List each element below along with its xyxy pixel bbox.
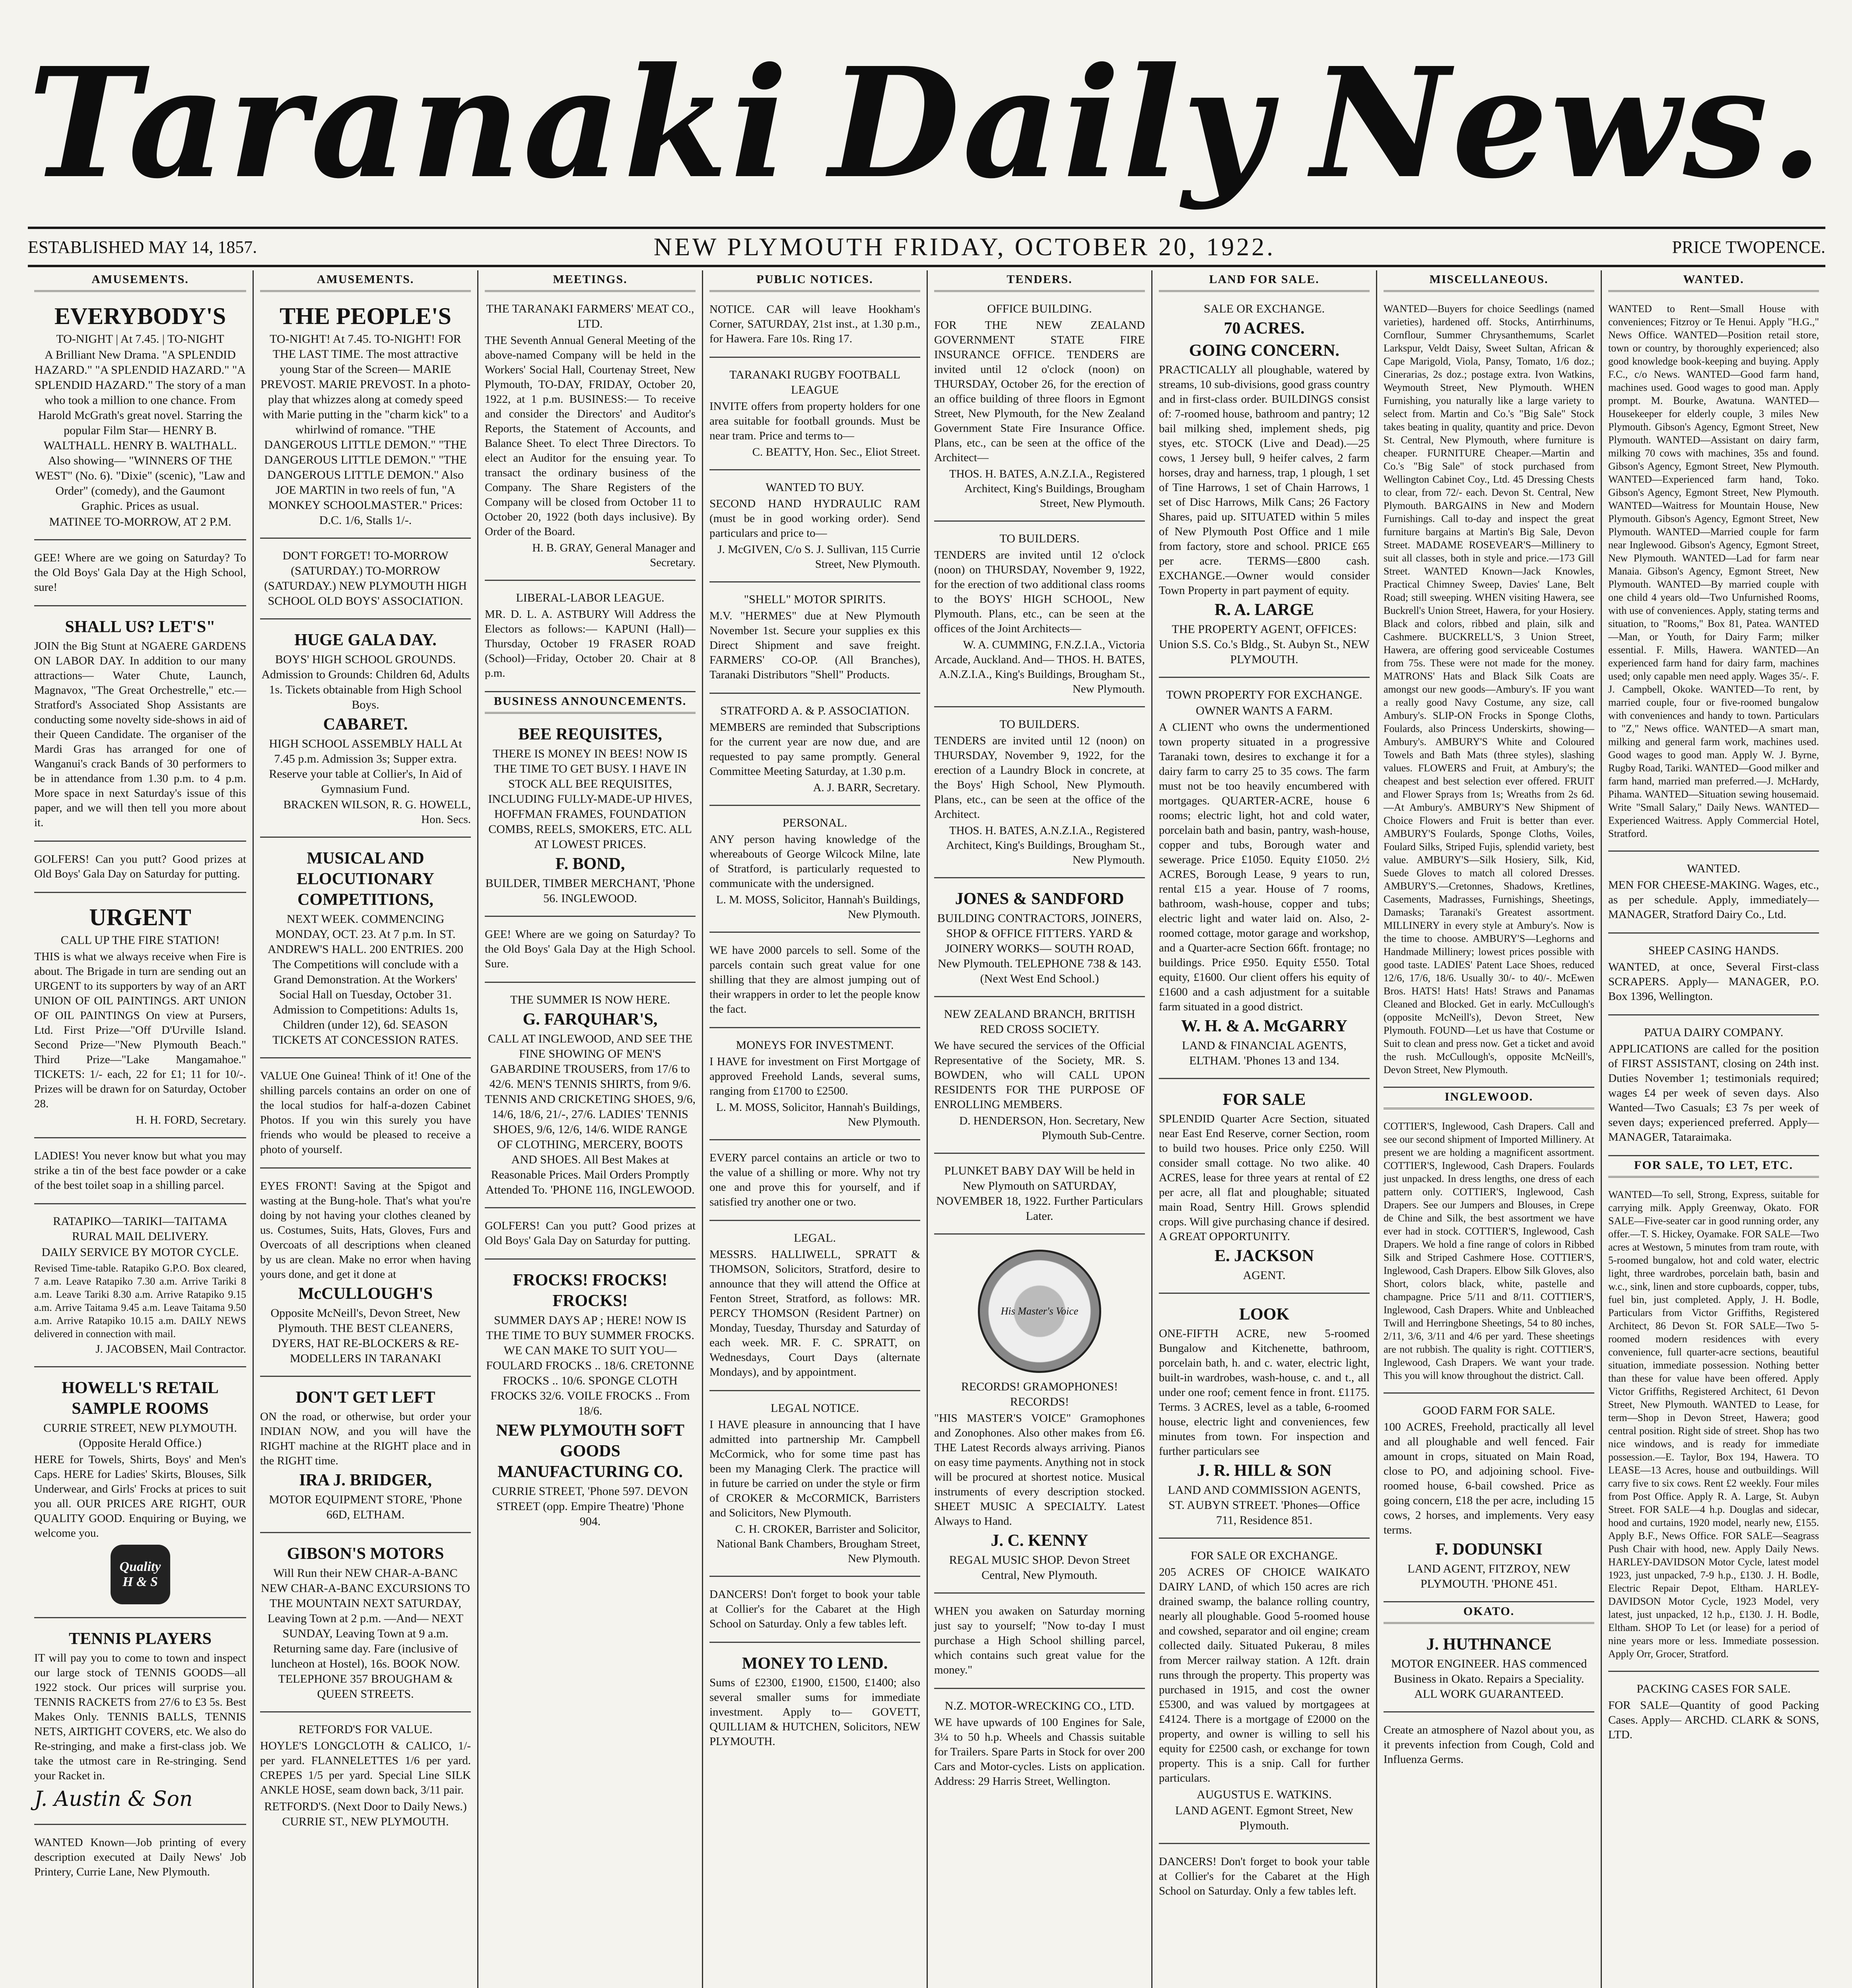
ad-body: MEN FOR CHEESE-MAKING. Wages, etc., as per schedule. Apply, immediately— MANAGER, Stratford Dairy Co., Ltd.	[1608, 879, 1819, 921]
ad-title: TOWN PROPERTY FOR EXCHANGE.	[1166, 688, 1362, 701]
column-amusements-2	[253, 270, 477, 1988]
ad-signature: C. H. CROKER, Barrister and Solicitor, National Bank Chambers, Brougham Street, New Plymouth.	[716, 1523, 920, 1565]
ad-title: LEGAL.	[794, 1231, 836, 1244]
ad-body: FOR SALE—Quantity of good Packing Cases. Apply— ARCHD. CLARK & SONS, LTD.	[1608, 1699, 1819, 1741]
ad-builders-1	[934, 522, 1145, 707]
ad-gee	[34, 540, 246, 606]
ad-title: JONES & SANDFORD	[955, 890, 1124, 908]
ad-packing-cases	[1608, 1672, 1819, 1753]
ad-farquhar	[485, 983, 696, 1208]
ad-gala-day	[260, 619, 471, 838]
ad-address: Opposite McNeill's, Devon Street, New Plymouth. THE BEST CLEANERS, DYERS, HAT RE-BLOCKERS & RE-MODELLERS IN TARANAKI	[270, 1307, 461, 1365]
ad-body: WANTED to Rent—Small House with conveniences; Fitzroy or Te Henui. Apply "H.G.," News Office. WANTED—Position retail store, town or country, by thoroughly experienced; also good knowledge book-keeping and buying. Apply F.C., c/o News. WANTED—Good farm hand, machines used. Good wages to good man. Apply prompt. M. Bourke, Awatuna. WANTED—Housekeeper for elderly couple, 3 miles New Plymouth. Gibson's Agency, Egmont Street, New Plymouth. WANTED—Assistant on dairy farm, milking 70 cows with machines, 35s and found. Gibson's Agency, Egmont Street, New Plymouth. WANTED—Experienced farm hand, Toko. Gibson's Agency, Egmont Street, New Plymouth. WANTED—Waitress for Mountain House, New Plymouth. Gibson's Agency, Egmont Street, New Plymouth. WANTED—Married couple for farm near Inglewood. Gibson's Agency, Egmont Street, New Plymouth. WANTED—Lad for farm near Manaia. Gibson's Agency, Egmont Street, New Plymouth. WANTED—By married couple with one child 4 years old—Two Unfurnished Rooms, with use of conveniences. Apply, stating terms and situation, to "Rooms," Box 81, Patea. WANTED—Man, or Youth, for Dairy Farm; milker essential. F. Mills, Hawera. WANTED—An experienced farm hand for dairy farm, machines used; only capable men need apply. Wages 35/-. F. J. Campbell, Okoke. WANTED—To rent, by married couple, four or five-roomed bungalow with conveniences and handy to town. Particulars to "Z," News office. WANTED—A smart man, milking and general farm work, machines used. Good wages to good man. Apply W. J. Byrne, Rugby Road, Tariki. WANTED—Good milker and farm hand, married man preferred.—J. McHardy, Pihama. WANTED—Situation sewing housemaid. Write "Small Salary," Daily News. WANTED—Experienced Waitress. Apply Commercial Hotel, Stratford.	[1608, 303, 1819, 839]
ad-urgent	[34, 893, 246, 1138]
ad-concern: GOING CONCERN.	[1189, 342, 1340, 360]
ad-everybodys	[34, 292, 246, 540]
ad-signature: J. McGIVEN, C/o S. J. Sullivan, 115 Currie Street, New Plymouth.	[717, 543, 920, 571]
ad-body: EVERY parcel contains an article or two to the value of a shilling or more. Why not try one and prove this for yourself, and if satisfied try another one or two.	[709, 1151, 920, 1208]
ad-signature: THOS. H. BATES, A.N.Z.I.A., Registered Architect, King's Buildings, Brougham St., New Plymouth.	[946, 824, 1145, 866]
ad-body: GEE! Where are we going on Saturday? To the Old Boys' Gala Day at the High School, sure!	[34, 551, 246, 594]
column-wanted	[1601, 270, 1825, 1988]
ad-agent-body: THE PROPERTY AGENT, OFFICES: Union S.S. Co.'s Bldg., St. Aubyn St., NEW PLYMOUTH.	[1159, 623, 1370, 666]
ad-tennis	[34, 1618, 246, 1825]
ad-signature: A. J. BARR, Secretary.	[813, 781, 920, 794]
ad-title: FOR SALE OR EXCHANGE.	[1190, 1549, 1338, 1562]
ad-body: MESSRS. HALLIWELL, SPRATT & THOMSON, Solicitors, Stratford, desire to announce that they will attend the Office at Fenton Street, Stratford, as follows: MR. PERCY THOMSON (Resident Partner) on Monday, Tuesday, Thursday and Saturday of each week. MR. F. C. SPRATT, on Wednesdays, Court Days (alternate Mondays), and by appointment.	[709, 1248, 920, 1378]
ad-title: WANTED.	[1687, 862, 1741, 875]
ad-title: GOOD FARM FOR SALE.	[1423, 1404, 1555, 1417]
ad-nazol	[1384, 1712, 1594, 1777]
ad-signature: BRACKEN WILSON, R. G. HOWELL, Hon. Secs.	[283, 798, 471, 826]
ad-signature: L. M. MOSS, Solicitor, Hannah's Buildings, New Plymouth.	[716, 893, 920, 921]
ad-address: CURRIE STREET, NEW PLYMOUTH. (Opposite Herald Office.)	[43, 1421, 237, 1450]
ad-agent-body: LAND AGENT, FITZROY, NEW PLYMOUTH. 'PHONE 451.	[1407, 1562, 1570, 1590]
ad-body: ONE-FIFTH ACRE, new 5-roomed Bungalow and Kitchenette, bathroom, porcelain bath, h. and c. water, electric light, built-in wardrobes, wash-house, c. and t., all under one roof; cement fence in front. £1175. Terms. 3 ACRES, level as a table, 6-roomed house, electric light and conveniences, few minutes from town. For inspection and further particulars see	[1159, 1327, 1370, 1458]
ad-value	[260, 1058, 471, 1169]
ad-address: CURRIE STREET, 'Phone 597. DEVON STREET (opp. Empire Theatre) 'Phone 904.	[492, 1485, 688, 1528]
ad-lead: THE SUMMER IS NOW HERE.	[510, 993, 670, 1006]
ad-for-sale-smalls	[1608, 1178, 1819, 1672]
ad-title: RECORDS! GRAMOPHONES! RECORDS!	[961, 1380, 1118, 1408]
ad-frocks	[485, 1260, 696, 1539]
ad-title: N.Z. MOTOR-WRECKING CO., LTD.	[944, 1699, 1135, 1712]
ad-title: MUSICAL AND ELOCUTIONARY COMPETITIONS,	[296, 849, 435, 909]
ad-bond: F. BOND,	[555, 855, 625, 873]
ad-body: PRACTICALLY all ploughable, watered by streams, 10 sub-divisions, good grass country and in first-class order. BUILDINGS consist of: 7-roomed house, bathroom and pantry; 12 bail milking shed, implement sheds, pig styes, etc. STOCK (Live and Dead).—25 cows, 1 Jersey bull, 9 heifer calves, 2 farm horses, dray and harness, trap, 1 plough, 1 set of Tine Harrows, 1 set of Chain Harrows, 1 set of Disc Harrows, Milk Cans; 26 Factory Shares, paid up. SITUATED within 5 miles of New Plymouth Post Office and 1 mile from factory, store and school. PRICE £65 per acre. TERMS—£800 cash. EXCHANGE.—Owner would consider Town Property in part payment of equity.	[1159, 363, 1370, 597]
ad-for-sale	[1159, 1079, 1370, 1294]
ad-body: NOTICE. CAR will leave Hookham's Corner, SATURDAY, 21st inst., at 1.30 p.m., for Hawera. Fare 10s. Ring 17.	[709, 303, 920, 345]
dateline	[28, 227, 1825, 267]
ad-personal	[709, 806, 920, 933]
ad-body: FOR THE NEW ZEALAND GOVERNMENT STATE FIRE INSURANCE OFFICE. TENDERS are invited until 12 o'clock (noon) on THURSDAY, October 26, for the erection of an office building of three floors in Egmont Street, New Plymouth, for the New Zealand Government State Fire Insurance Office. Plans, etc., can be seen at the office of the Architect—	[934, 319, 1145, 464]
section-header: INGLEWOOD.	[1384, 1088, 1594, 1109]
section-header: BUSINESS ANNOUNCEMENTS.	[485, 692, 696, 714]
ad-rugby	[709, 358, 920, 470]
ad-golfers	[34, 842, 246, 893]
ad-shell	[709, 582, 920, 694]
ad-agent: W. H. & A. McGARRY	[1181, 1017, 1348, 1035]
column-header: AMUSEMENTS.	[34, 270, 246, 292]
ad-body: Will Run their NEW CHAR-A-BANC NEW CHAR-A-BANC EXCURSIONS TO THE MOUNTAIN NEXT SATURDAY, Leaving Town at 2 p.m. —And— NEXT SUNDAY, Leaving Town at 9 a.m. Returning same day. Fare (inclusive of luncheon at Hostel), 16s. BOOK NOW. TELEPHONE 357 BROUGHAM & QUEEN STREETS.	[261, 1567, 470, 1701]
handwritten-signature: J. Austin & Son	[34, 1787, 193, 1811]
ad-builders-2	[934, 707, 1145, 878]
ad-title: BEE REQUISITES,	[518, 725, 662, 744]
ad-matinee: MATINEE TO-MORROW, AT 2 P.M.	[49, 515, 231, 528]
ad-signature: H. H. FORD, Secretary.	[136, 1114, 246, 1126]
ad-body: NEXT WEEK. COMMENCING MONDAY, OCT. 23. At 7 p.m. In ST. ANDREW'S HALL. 200 ENTRIES. 200 The Competitions will conclude with a Grand Demonstration. At the Workers' Social Hall on Tuesday, October 31. Admission to Competitions: Adults 1s, Children (under 12), 6d. SEASON TICKETS AT CONCESSION RATES.	[267, 912, 464, 1046]
ad-body: PLUNKET BABY DAY Will be held in New Plymouth on SATURDAY, NOVEMBER 18, 1922. Further Particulars Later.	[936, 1164, 1143, 1223]
ad-title: DON'T GET LEFT	[295, 1388, 435, 1407]
ad-body: COTTIER'S, Inglewood, Cash Drapers. Call and see our second shipment of Imported Millinery. At present we are holding a magnificent assortment. COTTIER'S, Inglewood, Cash Drapers. Foulards just unpacked. In dress lengths, one dress of each pattern only. COTTIER'S, Inglewood, Cash Drapers. See our Jumpers and Blouses, in Crepe de Chine and Silk, the best assortment we have ever had in stock. COTTIER'S, Inglewood, Cash Drapers. We hold a fine range of colors in Ribbed Silk and Striped Cashmere Hose. COTTIER'S, Inglewood, Cash Drapers. Elbow Silk Gloves, also Short, colors black, white, pastelle and champagne. Price 5/11 and 8/11. COTTIER'S, Inglewood, Cash Drapers. White and Unbleached Twill and Herringbone Sheetings, 54 to 80 inches, 2/11, 3/6, 3/11 and 4/6 per yard. These sheetings are not rubbish. The quality is right. COTTIER'S, Inglewood, Cash Drapers. We want your trade. This you will know throughout the district. Call.	[1384, 1120, 1594, 1381]
ad-body: MEMBERS are reminded that Subscriptions for the current year are now due, and are requested to pay same promptly. General Committee Meeting Saturday, at 1.30 p.m.	[709, 721, 920, 778]
ad-body: CALL AT INGLEWOOD, AND SEE THE FINE SHOWING OF MEN'S GABARDINE TROUSERS, from 17/6 to 42/6. MEN'S TENNIS SHIRTS, from 9/6. TENNIS AND CRICKETING SHOES, 9/6, 14/6, 18/6, 21/-, 27/6. LADIES' TENNIS SHOES, 9/6, 12/6, 14/6. WIDE RANGE OF CLOTHING, MERCERY, BOOTS AND SHOES. All Best Makes at Reasonable Prices. Mail Orders Promptly Attended To. 'PHONE 116, INGLEWOOD.	[485, 1032, 696, 1196]
ad-sheep-casing	[1608, 934, 1819, 1015]
masthead	[28, 28, 1825, 211]
ad-agent-body: LAND AGENT. Egmont Street, New Plymouth.	[1175, 1804, 1353, 1832]
ad-dont-forget	[260, 539, 471, 619]
ad-title: J. HUTHNANCE	[1426, 1635, 1552, 1654]
ad-agent: F. DODUNSKI	[1435, 1540, 1543, 1559]
title-word-3: News.	[1311, 34, 1825, 212]
column-header: PUBLIC NOTICES.	[709, 270, 920, 292]
ad-title: "SHELL" MOTOR SPIRITS.	[744, 593, 886, 606]
ad-agent-body: LAND & FINANCIAL AGENTS, ELTHAM. 'Phones 13 and 134.	[1182, 1039, 1347, 1067]
ad-body: VALUE One Guinea! Think of it! One of the shilling parcels contains an order on one of the local studios for half-a-dozen Cabinet Photos. If you win this surely you have friends who would be pleased to receive a photo of yourself.	[260, 1070, 471, 1156]
badge-mark: H & S	[122, 1574, 158, 1589]
ad-body: WANTED, at once, Several First-class SCRAPERS. Apply— MANAGER, P.O. Box 1396, Wellington.	[1608, 961, 1819, 1003]
ad-title: SHEEP CASING HANDS.	[1648, 944, 1779, 957]
ad-sale-or-exchange	[1159, 292, 1370, 678]
ad-title: PACKING CASES FOR SALE.	[1636, 1682, 1791, 1695]
ad-musical	[260, 838, 471, 1058]
ad-title: PERSONAL.	[782, 816, 847, 829]
ad-kenny	[934, 1235, 1145, 1594]
column-header: MEETINGS.	[485, 270, 696, 292]
ad-body: JOIN the Big Stunt at NGAERE GARDENS ON LABOR DAY. In addition to our many attractions— Water Chute, Launch, Magnavox, "The Great Orchestrelle," etc.—Stratford's Associated Shop Assistants are conducting some novelty side-shows in aid of their Queen Candidate. The organiser of the Mardi Gras has arranged for one of Wanganui's crack Bands of 30 performers to be in attendance from 1.30 p.m. to 4 p.m. More space in next Saturday's issue of this paper, and we will then tell you more about it.	[34, 640, 246, 829]
ad-look	[1159, 1294, 1370, 1539]
ad-farmers-meat	[485, 292, 696, 581]
section-header: FOR SALE, TO LET, ETC.	[1608, 1156, 1819, 1178]
ad-gibson	[260, 1533, 471, 1712]
ad-notice	[709, 292, 920, 358]
ad-company: NEW PLYMOUTH SOFT GOODS MANUFACTURING CO.	[496, 1421, 684, 1481]
ad-title: TARANAKI RUGBY FOOTBALL LEAGUE	[729, 368, 900, 396]
ad-bees	[485, 714, 696, 917]
ad-stratford	[709, 694, 920, 806]
column-land-for-sale	[1151, 270, 1376, 1988]
column-header: WANTED.	[1608, 270, 1819, 292]
ad-body: EYES FRONT! Saving at the Spigot and wasting at the Bung-hole. That's what you're doing by not having your clothes cleaned by us. Costumes, Suits, Hats, Gloves, Furs and Overcoats of all descriptions when cleaned by us are clean. Make no error when having yours done, and get it done at	[260, 1180, 471, 1281]
ad-good-farm	[1384, 1394, 1594, 1602]
ad-title: GIBSON'S MOTORS	[287, 1545, 444, 1563]
ad-title: SALE OR EXCHANGE.	[1203, 302, 1325, 315]
ad-body: Sums of £2300, £1900, £1500, £1400; also several smaller sums for immediate investment. Apply to— GOVETT, QUILLIAM & HUTCHEN, Solicitors, NEW PLYMOUTH.	[709, 1676, 920, 1748]
ad-peoples	[260, 292, 471, 539]
ad-body: SECOND HAND HYDRAULIC RAM (must be in good working order). Send particulars and price to—	[709, 497, 920, 540]
newspaper-title	[28, 28, 1825, 212]
ad-subtitle: OWNER WANTS A FARM.	[1196, 704, 1333, 717]
ad-ladies	[34, 1138, 246, 1204]
ad-wanted-smalls	[1608, 292, 1819, 852]
ad-shall-us	[34, 606, 246, 842]
ad-red-cross	[934, 997, 1145, 1154]
ad-body: I HAVE pleasure in announcing that I have admitted into partnership Mr. Campbell McCormick, who for some time past has been my Managing Clerk. The practice will in future be carried on under the style or firm of CROKER & McCORMICK, Barristers and Solicitors, New Plymouth.	[709, 1418, 920, 1519]
column-tenders	[927, 270, 1151, 1988]
ad-body: M.V. "HERMES" due at New Plymouth November 1st. Secure your supplies ex this Direct Shipment and save freight. FARMERS' CO-OP. (All Branches), Taranaki Distributors "Shell" Products.	[709, 610, 920, 681]
ad-title: URGENT	[89, 904, 191, 930]
ad-title: RATAPIKO—TARIKI—TAITAMA RURAL MAIL DELIVERY.	[53, 1215, 227, 1243]
ad-office-building	[934, 292, 1145, 522]
ad-company: J. C. KENNY	[991, 1532, 1088, 1550]
ad-bridger: IRA J. BRIDGER,	[299, 1471, 432, 1489]
ad-bond-body: BUILDER, TIMBER MERCHANT, 'Phone 56. INGLEWOOD.	[485, 877, 695, 905]
ad-acres: 70 ACRES.	[1224, 319, 1305, 338]
price: PRICE TWOPENCE.	[1672, 237, 1825, 257]
his-masters-voice-logo	[978, 1250, 1101, 1373]
ad-body: IT will pay you to come to town and inspect our large stock of TENNIS GOODS—all 1922 stock. Our prices will surprise you. TENNIS RACKETS from 27/6 to £3 5s. Best Makes Only. TENNIS BALLS, TENNIS NETS, AIRTIGHT COVERS, etc. We also do Re-stringing, and make a first-class job. We take the utmost care in Re-stringing. Send your Racket in.	[34, 1652, 246, 1782]
ad-signature: W. A. CUMMING, F.N.Z.I.A., Victoria Arcade, Auckland. And— THOS. H. BATES, A.N.Z.I.A., King's Buildings, Brougham St., New Plymouth.	[934, 639, 1145, 695]
ad-title: WANTED TO BUY.	[766, 481, 864, 494]
ad-agent: AUGUSTUS E. WATKINS.	[1197, 1788, 1332, 1801]
ad-signature: H. B. GRAY, General Manager and Secretary.	[532, 542, 696, 569]
ad-body: A CLIENT who owns the undermentioned town property situated in a progressive Taranaki town, desires to exchange it for a dairy farm to carry 25 to 35 cows. The farm must not be too heavily encumbered with mortgages. QUARTER-ACRE, house 6 rooms; electric light, hot and cold water, porcelain bath and basin, pantry, wash-house, copper and tubs, Borough water and sewerage. Price £1050. Equity £1050. 2½ ACRES, Borough Lease, 9 years to run, rental £15 a year. House of 7 rooms, bathroom, wash-house, copper and tubs; electric light and water laid on. Also, 2-roomed cottage, motor garage and workshop, and a Quarter-acre Section 66ft. frontage; no buildings. Price £950. Equity £550. Total equity, £1600. Our client offers his equity of £1600 and a cash adjustment for a suitable farm situated in a good district.	[1159, 721, 1370, 1013]
ad-title: LEGAL NOTICE.	[770, 1402, 859, 1415]
ad-body: APPLICATIONS are called for the position of FIRST ASSISTANT, closing on 24th inst. Duties November 1; testimonials required; wages £4 per week of seven days. Also Wanted—Two Casuals; £3 7s per week of seven days; experienced preferred. Apply— MANAGER, Tataraimaka.	[1608, 1043, 1819, 1143]
ad-address: REGAL MUSIC SHOP. Devon Street Central, New Plymouth.	[949, 1553, 1130, 1582]
ad-legal	[709, 1221, 920, 1391]
ad-title: EVERYBODY'S	[54, 303, 226, 329]
ad-jones-sandford	[934, 878, 1145, 997]
ad-title: RETFORD'S FOR VALUE.	[298, 1723, 433, 1736]
ad-job-printing	[34, 1825, 246, 1890]
ad-moneys	[709, 1028, 920, 1140]
ad-title: MONEY TO LEND.	[742, 1654, 888, 1673]
ad-title: McCULLOUGH'S	[298, 1285, 433, 1303]
column-header: AMUSEMENTS.	[260, 270, 471, 292]
ad-body: HOYLE'S LONGCLOTH & CALICO, 1/- per yard. FLANNELETTES 1/6 per yard. CREPES 1/5 per yard. Special Line SILK ANKLE HOSE, seam down back, 3/11 pair.	[260, 1740, 471, 1796]
ad-body: DANCERS! Don't forget to book your table at Collier's for the Cabaret at the High School on Saturday. Only a few tables left.	[709, 1588, 920, 1630]
column-amusements-1	[28, 270, 253, 1988]
ad-body: GEE! Where are we going on Saturday? To the Old Boys' Gala Day at the High School. Sure.	[485, 928, 696, 970]
ad-body: ON the road, or otherwise, but order your INDIAN NOW, and you will have the RIGHT machine at the RIGHT place and in the RIGHT time.	[260, 1410, 471, 1467]
ad-body: MOTOR ENGINEER. HAS commenced Business in Okato. Repairs a Speciality. ALL WORK GUARANTEED.	[1391, 1657, 1587, 1701]
ad-body: SPLENDID Quarter Acre Section, situated near East End Reserve, corner Section, room to build two houses. Price only £250. Will consider small cottage. No two alike. 40 ACRES, lease for three years at rental of £2 per acre, all flat and ploughable; situated main Road, Sentry Hill. Grows splendid crops. Will give purchasing chance if desired. A GREAT OPPORTUNITY.	[1159, 1112, 1370, 1243]
ad-title: NEW ZEALAND BRANCH, BRITISH RED CROSS SOCIETY.	[944, 1008, 1135, 1036]
ad-body: WHEN you awaken on Saturday morning just say to yourself; "Now to-day I must purchase a High School shilling parcel, which contains such great value for the money."	[934, 1605, 1145, 1676]
ad-bridger-body: MOTOR EQUIPMENT STORE, 'Phone 66D, ELTHAM.	[269, 1493, 462, 1521]
ad-town-property	[1159, 678, 1370, 1079]
ad-motor-wrecking	[934, 1689, 1145, 1799]
ad-wanted-to-buy	[709, 470, 920, 582]
section-header: OKATO.	[1384, 1602, 1594, 1624]
ad-title: HUGE GALA DAY.	[294, 631, 437, 649]
ad-title: PATUA DAIRY COMPANY.	[1644, 1026, 1784, 1039]
column-header: MISCELLANEOUS.	[1384, 270, 1594, 292]
ad-cabaret-body: HIGH SCHOOL ASSEMBLY HALL At 7.45 p.m. Admission 3s; Supper extra. Reserve your table at Collier's, In Aid of Gymnasium Fund.	[269, 737, 462, 796]
ad-mccullough	[260, 1169, 471, 1377]
ad-body: DANCERS! Don't forget to book your table at Collier's for the Cabaret at the High School on Saturday. Only a few tables left.	[1159, 1855, 1370, 1897]
ad-patua-dairy	[1608, 1015, 1819, 1156]
ad-body: 205 ACRES OF CHOICE WAIKATO DAIRY LAND, of which 150 acres are rich drained swamp, the balance rolling country, nearly all ploughable. Good 5-roomed house and cowshed, separator and oil engine; cream collected daily. Situated Pukerau, 8 miles from Mercer railway station. A 12ft. drain runs through the property. This property was purchased in 1915, and cost the owner £5300, and was valued by mortgagees at £4124. There is a mortgage of £2000 on the property, and owner is willing to sell his equity for £2500 cash, or exchange for town property. This is a snip. Call for further particulars.	[1159, 1566, 1370, 1784]
ad-body: LADIES! You never know but what you may strike a tin of the best face powder or a cake of the best toilet soap in a shilling parcel.	[34, 1149, 246, 1192]
column-miscellaneous	[1376, 270, 1601, 1988]
ad-cabaret-title: CABARET.	[323, 715, 408, 734]
title-word-1: Taranaki	[28, 34, 791, 212]
ad-body: TO-NIGHT! At 7.45. TO-NIGHT! FOR THE LAST TIME. The most attractive young Star of the Screen— MARIE PREVOST. MARIE PREVOST. In a photo-play that whizzes along at comedy speed with Marie putting in the "charm kick" to a whirlwind of romance. "THE DANGEROUS LITTLE DEMON." "THE DANGEROUS LITTLE DEMON." "THE DANGEROUS LITTLE DEMON." Also JOE MARTIN in two reels of fun, "A MONKEY SCHOOLMASTER." Prices: D.C. 1/6, Stalls 1/-.	[260, 332, 471, 527]
ad-awaken	[934, 1594, 1145, 1689]
badge-word: Quality	[119, 1559, 161, 1574]
ad-liberal-labor	[485, 581, 696, 692]
ad-agent: R. A. LARGE	[1215, 601, 1314, 619]
ad-time: TO-NIGHT | At 7.45. | TO-NIGHT	[56, 332, 224, 346]
ad-waikato	[1159, 1539, 1370, 1844]
ad-dont-get-left	[260, 1377, 471, 1533]
ad-retford	[260, 1712, 471, 1839]
column-public-notices	[702, 270, 927, 1988]
ad-address: RETFORD'S. (Next Door to Daily News.) CURRIE ST., NEW PLYMOUTH.	[264, 1800, 467, 1828]
ad-body: I HAVE for investment on First Mortgage of approved Freehold Lands, several sums, ranging from £1700 to £2500.	[709, 1055, 920, 1097]
ad-body: WE have upwards of 100 Engines for Sale, 3¼ to 50 h.p. Wheels and Chassis suitable for Trailers. Spare Parts in Stock for over 200 Cars and Motor-cycles. Lists on application. Address: 29 Harris Street, Wellington.	[934, 1716, 1145, 1788]
ad-body: BUILDING CONTRACTORS, JOINERS, SHOP & OFFICE FITTERS. YARD & JOINERY WORKS— SOUTH ROAD, New Plymouth. TELEPHONE 738 & 143. (Next West End School.)	[937, 912, 1142, 985]
ad-agent-body: LAND AND COMMISSION AGENTS, ST. AUBYN STREET. 'Phones—Office 711, Residence 851.	[1168, 1483, 1361, 1527]
ad-dancers-2	[1159, 1844, 1370, 1909]
ad-title: MONEYS FOR INVESTMENT.	[736, 1039, 894, 1052]
ad-body: WANTED—To sell, Strong, Express, suitable for carrying milk. Apply Greenway, Okato. FOR SALE—Five-seater car in good running order, any offer.—T. S. Hickey, Oyamake. FOR SALE—Two acres at Westown, 5 minutes from tram route, with 5-roomed bungalow, hot and cold water, electric light, three wardrobes, porcelain bath, basin and w.c., sink, linen and store cupboards, copper, tubs, fuel bin, just completed. Apply, J. H. Bodle, Particulars from Victor Griffiths, Registered Architect, 86 Devon St. FOR SALE—Two 5-roomed modern residences with every convenience, full quarter-acre sections, beautiful situation, immediate possession. Nothing better than these for value have been offered. Apply Victor Griffiths, Registered Architect, 61 Devon Street, New Plymouth. WANTED to Lease, for term—Shop in Devon Street, Hawera; good central position. Right side of street. Shop has two nice windows, and is ready for immediate possession.—E. Taylor, Box 194, Hawera. TO LEASE—13 Acres, house and outbuildings. Will carry five to six cows. Rent £2 weekly. Four miles from Post Office. Apply R. A. Large, St. Aubyn Street. FOR SALE—4 h.p. Douglas and sidecar, hood and curtains, 1920 model, nearly new, £155. Apply B.F., News Office. FOR SALE—Seagrass Push Chair with hood, new. Apply Daily News. HARLEY-DAVIDSON Motor Cycle, latest model 1923, just unpacked, 7-9 h.p., £130. J. H. Bodle, Electric Repair Depot, Eltham. HARLEY-DAVIDSON Motor Cycle, 1923 Model, very latest, just unpacked, 12 h.p., £130. J. H. Bodle, Eltham. SHOP To Let (or lease) for a period of nine years more or less. Immediate possession. Apply Orr, Grocer, Stratford.	[1608, 1189, 1819, 1660]
ad-agent: J. R. HILL & SON	[1197, 1462, 1332, 1480]
ad-golfers-2	[485, 1208, 696, 1260]
ad-title: THE TARANAKI FARMERS' MEAT CO., LTD.	[486, 302, 694, 330]
ad-title: TO BUILDERS.	[999, 718, 1080, 731]
ad-signature: D. HENDERSON, Hon. Secretary, New Plymouth Sub-Centre.	[959, 1114, 1145, 1142]
ad-body: THIS is what we always receive when Fire is about. The Brigade in turn are sending out an URGENT to its supporters by way of an ART UNION OF OIL PAINTINGS. ART UNION OF OIL PAINTINGS On view at Pursers, Ltd. First Prize—"Off D'Urville Island. Second Prize—"New Plymouth Beach." Third Prize—"Lake Mangamahoe." TICKETS: 1/- each, 22 for £1; 11 for 10/-. Prizes will be drawn for on Saturday, October 28.	[34, 950, 246, 1110]
ad-parcels	[709, 933, 920, 1028]
ad-legal-notice	[709, 1391, 920, 1577]
ad-body: We have secured the services of the Official Representative of the Society, MR. S. BOWDEN, who will CALL UPON RESIDENTS FOR THE PURPOSE OF ENROLLING MEMBERS.	[934, 1039, 1145, 1111]
ad-misc-smalls	[1384, 292, 1594, 1088]
ad-dancers	[709, 1577, 920, 1643]
columns	[28, 270, 1825, 1988]
ad-body: MR. D. L. A. ASTBURY Will Address the Electors as follows:— KAPUNI (Hall)—Thursday, October 19 FRASER ROAD (School)—Friday, October 20. Chair at 8 p.m.	[485, 608, 696, 679]
ad-title: FROCKS! FROCKS! FROCKS!	[513, 1271, 668, 1310]
ad-title: TO BUILDERS.	[999, 532, 1080, 545]
ad-cheese-making	[1608, 852, 1819, 934]
ad-title: LIBERAL-LABOR LEAGUE.	[516, 591, 665, 604]
ad-money-to-lend	[709, 1643, 920, 1759]
ad-signature: L. M. MOSS, Solicitor, Hannah's Buildings, New Plymouth.	[716, 1101, 920, 1128]
ad-body: TENDERS are invited until 12 (noon) on THURSDAY, November 9, 1922, for the erection of a Laundry Block in concrete, at the Boys' High School, New Plymouth. Plans, etc., can be seen at the office of the Architect.	[934, 734, 1145, 821]
ad-title: TENNIS PLAYERS	[68, 1630, 212, 1648]
ad-body: INVITE offers from property holders for one area suitable for football grounds. Must be near tram. Price and terms to—	[709, 400, 920, 442]
ad-title: OFFICE BUILDING.	[987, 302, 1092, 315]
ad-huthnance	[1384, 1624, 1594, 1712]
ad-title: LOOK	[1239, 1305, 1290, 1324]
ad-body: THE Seventh Annual General Meeting of the above-named Company will be held in the Workers' Social Hall, Courtenay Street, New Plymouth, TO-DAY, FRIDAY, October 20, 1922, at 1 p.m. BUSINESS:— To receive and consider the Directors' and Auditor's Reports, the Statement of Accounts, and Balance Sheet. To elect Three Directors. To elect an Auditor for the ensuing year. To transact the ordinary business of the Company. The Share Registers of the Company will be closed from October 11 to October 20, 1922 (both days inclusive). By Order of the Board.	[485, 334, 696, 538]
ad-agent-body: AGENT.	[1243, 1269, 1286, 1282]
ad-body: GOLFERS! Can you putt? Good prizes at Old Boys' Gala Day on Saturday for putting.	[485, 1219, 696, 1247]
title-word-2: Daily	[829, 34, 1273, 212]
issue-date: NEW PLYMOUTH FRIDAY, OCTOBER 20, 1922.	[653, 233, 1276, 261]
ad-body: DON'T FORGET! TO-MORROW (SATURDAY.) TO-MORROW (SATURDAY.) NEW PLYMOUTH HIGH SCHOOL OLD BOYS' ASSOCIATION.	[264, 549, 467, 608]
logo-label: His Master's Voice	[1001, 1305, 1079, 1317]
ad-body: WANTED Known—Job printing of every description executed at Daily News' Job Printery, Currie Lane, New Plymouth.	[34, 1836, 246, 1878]
ad-body: THERE IS MONEY IN BEES! NOW IS THE TIME TO GET BUSY. I HAVE IN STOCK ALL BEE REQUISITES, INCLUDING FULLY-MADE-UP HIVES, HOFFMAN FRAMES, FOUNDATION COMBS, REELS, SMOKERS, ETC. ALL AT LOWEST PRICES.	[488, 747, 692, 851]
ad-body: Revised Time-table. Ratapiko G.P.O. Box cleared, 7 a.m. Leave Ratapiko 7.30 a.m. Arrive Tariki 8 a.m. Leave Tariki 8.30 a.m. Arrive Ratapiko 9.15 a.m. Arrive Taitama 9.45 a.m. Leave Taitama 9.50 a.m. Arrive Ratapiko 10.15 a.m. DAILY NEWS delivered in connection with mail.	[34, 1262, 246, 1340]
ad-gee-2	[485, 917, 696, 983]
ad-body: WANTED—Buyers for choice Seedlings (named varieties), hardened off. Stocks, Antirrhinums, Cornflour, Summer Chrysanthemums, Scarlet Larkspur, Veldt Daisy, Sweet Sultan, African & Cape Marigold, Viola, Pansy, Tomato, 1/6 doz.; Cinerarias, 2s doz.; postage extra. Ivon Watkins, Weymouth Street, New Plymouth. WHEN Furnishing, you naturally like a large variety to select from. Martin and Co.'s "Big Sale" Stock takes beating in quality, quantity and price. Devon St. Central, New Plymouth, where furniture is cheaper. FURNITURE Cheaper.—Martin and Co.'s "Big Sale" of stock purchased from Wellington Cabinet Coy., Ltd. 45 Dressing Chests to clear, from 72/- each. Devon St. Central, New Plymouth. BARGAINS in New and Modern Furnishings. Call to-day and inspect the great furniture bargains at Martin's Big Sale, Devon Street. MADAME ROSEVEAR'S—Millinery to suit all classes, both in style and price.—173 Gill Street. WANTED Known—Jack Knowles, Practical Chimney Sweep, Davies' Lane, Belt Road; still sweeping. WHEN visiting Hawera, see Buckrell's Union Street, Hawera, for your Hosiery. Black and colors, ribbed and plain, silk and Cashmere. BUCKRELL'S, 3 Union Street, Hawera, are offering good serviceable Costumes from 75s. These were not made for the money. MATRONS' Hats and Black Silk Coats are amongst our new goods—Ambury's. IF you want a really good Navy Costume, any size, call Ambury's. SLIP-ON Frocks in Sponge Cloths, Foulards, also Princess Underskirts, showing—Ambury's. AMBURY'S White and Coloured Towels and Bath Mats (three styles), slashing values. FLOWERS and Fruit, at Ambury's; the cheapest and best selection ever offered. FRUIT and Flower Sprays from 1s; Wreaths from 2s 6d.—At Ambury's. AMBURY'S New Shipment of Choice Flowers and Fruit is better than ever. AMBURY'S Foulards, Sponge Cloths, Voiles, Foulard Silks, Striped Fujis, splendid variety, best value. AMBURY'S—Silk Hosiery, Silk, Kid, Suede Gloves to match all colored Dresses. AMBURY'S.—Cretonnes, Shadows, Kretlines, Casements, Madrasses, Furnishings, Sheetings, Damasks; Taranaki's Greatest assortment. MILLINERY in every style at Ambury's. Now is the time to choose. AMBURY'S—Leghorns and Handmade Millinery; lowest prices possible with good taste. LADIES' Patent Lace Shoes, reduced 12/6, 17/6, 18/6. Usually 30/- to 40/-. McEwen Bros. HATS! Hats! Hats! Straws and Panamas Cleaned and Blocked. Get in early. McCullough's (opposite McNeill's), Devon Street, New Plymouth. FOUND—Let us have that Costume or Suit to clean and press now. Get a ticket and avoid the rush. McCullough's, opposite McNeill's, Devon Street, New Plymouth.	[1384, 303, 1594, 1076]
ad-title: THE PEOPLE'S	[280, 303, 451, 329]
ad-body: TENDERS are invited until 12 o'clock (noon) on THURSDAY, November 9, 1922, for the erection of two additional class rooms to the BOYS' HIGH SCHOOL, New Plymouth. Plans, etc., can be seen at the offices of the Joint Architects—	[934, 549, 1145, 635]
ad-body: HERE for Towels, Shirts, Boys' and Men's Caps. HERE for Ladies' Skirts, Blouses, Silk Underwear, and Girls' Frocks at prices to suit you all. OUR PRICES ARE RIGHT, OUR QUALITY GOOD. Enquiring or Buying, we welcome you.	[34, 1453, 246, 1540]
ad-body: 100 ACRES, Freehold, practically all level and all ploughable and well fenced. Fair amount in crops, situated on Main Road, close to PO, and adjoining school. Five-roomed house, 6-bail cowshed. Price as going concern, £18 the per acre, including 15 cows, 2 horses, and implements. Very easy terms.	[1384, 1421, 1594, 1536]
ad-body: SUMMER DAYS AP ; HERE! NOW IS THE TIME TO BUY SUMMER FROCKS. WE CAN MAKE TO SUIT YOU— FOULARD FROCKS .. 18/6. CRETONNE FROCKS .. 10/6. SPONGE CLOTH FROCKS 32/6. VOILE FROCKS .. From 18/6.	[486, 1314, 694, 1417]
ad-signature: THOS. H. BATES, A.N.Z.I.A., Registered Architect, King's Buildings, Brougham Street, New Plymouth.	[949, 468, 1145, 510]
ad-body: BOYS' HIGH SCHOOL GROUNDS. Admission to Grounds: Children 6d, Adults 1s. Tickets obtainable from High School Boys.	[261, 653, 470, 711]
quality-badge	[111, 1545, 170, 1604]
ad-body: Create an atmosphere of Nazol about you, as it prevents infection from Cough, Cold and Influenza Germs.	[1384, 1724, 1594, 1766]
established: ESTABLISHED MAY 14, 1857.	[28, 237, 257, 257]
ad-title: FOR SALE	[1222, 1091, 1306, 1109]
ad-rural-mail	[34, 1204, 246, 1367]
ad-title: G. FARQUHAR'S,	[523, 1010, 658, 1029]
ad-title: HOWELL'S RETAIL SAMPLE ROOMS	[62, 1379, 219, 1418]
ad-body: ANY person having knowledge of the whereabouts of George Wilcock Milne, late of Stratford, is particularly requested to communicate with the undersigned.	[709, 833, 920, 890]
ad-subtitle: CALL UP THE FIRE STATION!	[60, 934, 220, 947]
ad-body: "HIS MASTER'S VOICE" Gramophones and Zonophones. Also other makes from £6. THE Latest Records always arriving. Pianos on easy time payments. Anything not in stock will be procured at shortest notice. Musical instruments of every description stocked. SHEET MUSIC A SPECIALTY. Latest Always to Hand.	[934, 1412, 1145, 1528]
column-meetings	[477, 270, 702, 1988]
column-header: LAND FOR SALE.	[1159, 270, 1370, 292]
ad-signature: J. JACOBSEN, Mail Contractor.	[95, 1343, 246, 1355]
ad-subtitle: DAILY SERVICE BY MOTOR CYCLE.	[41, 1246, 239, 1259]
ad-agent: E. JACKSON	[1215, 1247, 1314, 1265]
ad-plunket	[934, 1154, 1145, 1235]
column-header: TENDERS.	[934, 270, 1145, 292]
ad-title: STRATFORD A. & P. ASSOCIATION.	[720, 704, 909, 717]
ad-title: SHALL US? LET'S"	[65, 618, 216, 636]
ad-body: GOLFERS! Can you putt? Good prizes at Old Boys' Gala Day on Saturday for putting.	[34, 853, 246, 880]
ad-howell	[34, 1367, 246, 1618]
ad-signature: C. BEATTY, Hon. Sec., Eliot Street.	[752, 446, 920, 458]
ad-body: WE have 2000 parcels to sell. Some of the parcels contain such great value for one shilling that they are almost jumping out of their wrappers in order to let the people know the fact.	[709, 944, 920, 1015]
ad-cottiers	[1384, 1109, 1594, 1394]
ad-body: A Brilliant New Drama. "A SPLENDID HAZARD." "A SPLENDID HAZARD." "A SPLENDID HAZARD." The story of a man who took a million to one chance. From Harold McGrath's great novel. Starring the popular Film Star— HENRY B. WALTHALL. HENRY B. WALTHALL. Also showing— "WINNERS OF THE WEST" (No. 6). "Dixie" (scenic), "Law and Order" (comedy), and the Gaumont Graphic. Prices as usual.	[35, 348, 246, 513]
ad-every-parcel	[709, 1140, 920, 1221]
